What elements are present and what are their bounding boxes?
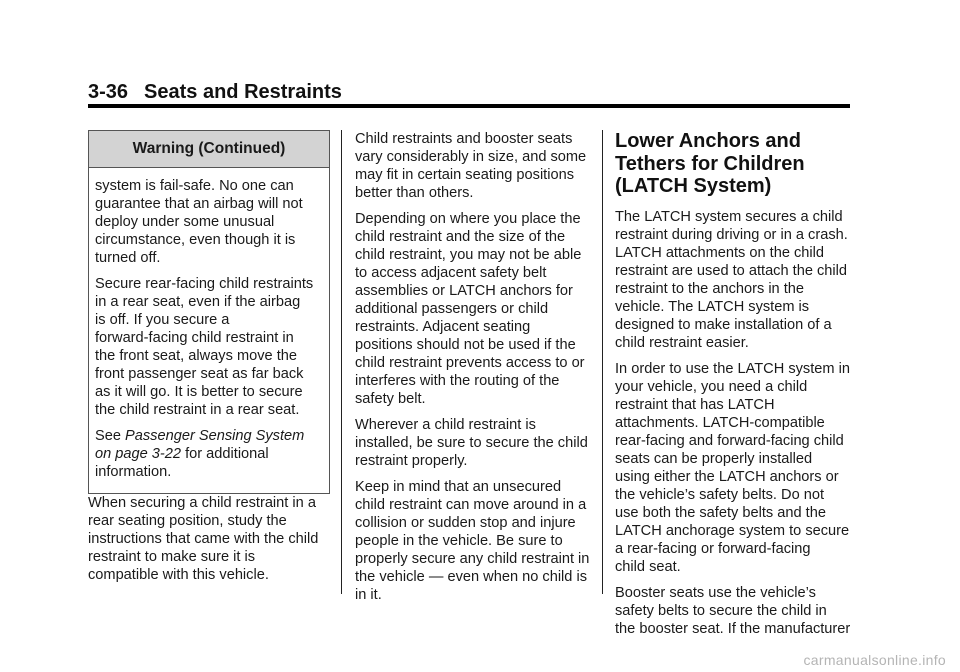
text-line: Child restraints and booster seats [355, 131, 573, 147]
column-divider [602, 130, 603, 594]
text-line: child restraint and the size of the [355, 229, 566, 245]
text-line: Wherever a child restraint is [355, 417, 536, 433]
column-3 [615, 130, 855, 646]
body-paragraph [355, 210, 590, 408]
text-line: safety belt. [355, 391, 426, 407]
text-line: in a rear seat, even if the airbag [95, 294, 301, 310]
text-line: circumstance, even though it is [95, 232, 296, 248]
text-line: restraint properly. [355, 453, 468, 469]
text-line: use both the safety belts and the [615, 504, 826, 521]
text-line: assemblies or LATCH anchors for [355, 283, 573, 299]
text-line: people in the vehicle. Be sure to [355, 533, 563, 549]
text-line: a rear-facing or forward-facing [615, 540, 811, 557]
warning-paragraph [95, 427, 323, 481]
text-line: is off. If you secure a [95, 312, 230, 328]
text-line: in it. [355, 587, 382, 603]
text-line: child restraint prevents access to or [355, 355, 585, 371]
warning-body [89, 168, 329, 493]
watermark: carmanualsonline.info [803, 652, 946, 668]
text-line: additional passengers or child [355, 301, 549, 317]
text-line: child restraint can move around in a [355, 497, 587, 513]
text-line: forward-facing child restraint in [95, 330, 294, 346]
text-line: rear seating position, study the [88, 513, 287, 529]
body-paragraph [615, 360, 855, 576]
text-line: vehicle. The LATCH system is [615, 298, 810, 315]
text-line: the child restraint in a rear seat. [95, 402, 300, 418]
cross-reference-link[interactable]: on page 3-22 [95, 446, 182, 462]
text-line: guarantee that an airbag will not [95, 196, 303, 212]
text-line: When securing a child restraint in a [88, 495, 316, 511]
text-line: information. [95, 464, 172, 480]
text-line: child restraint, you may not be able [355, 247, 582, 263]
text-line: Depending on where you place the [355, 211, 581, 227]
text-line: child seat. [615, 558, 681, 575]
heading-line: Tethers for Children [615, 152, 805, 175]
text-line: Booster seats use the vehicle’s [615, 584, 816, 601]
body-paragraph [615, 584, 855, 638]
body-paragraph [355, 130, 590, 202]
text-line: restraint during driving or in a crash. [615, 226, 848, 243]
warning-box [88, 130, 330, 494]
text-line: designed to make installation of a [615, 316, 832, 333]
text-line: positions should not be used if the [355, 337, 576, 353]
text-line: the vehicle — even when no child is [355, 569, 588, 585]
body-paragraph [615, 208, 855, 352]
text-line: using either the LATCH anchors or [615, 468, 839, 485]
text-line: child restraint easier. [615, 334, 749, 351]
text-line: restraint are used to attach the child [615, 262, 848, 279]
text-line: Keep in mind that an unsecured [355, 479, 562, 495]
text-line: compatible with this vehicle. [88, 567, 269, 583]
section-heading [615, 130, 855, 198]
cross-reference-link[interactable]: Passenger Sensing System [125, 428, 305, 444]
body-paragraph [355, 416, 590, 470]
text-line: The LATCH system secures a child [615, 208, 843, 225]
text-line: as it will go. It is better to secure [95, 384, 303, 400]
see-text: See [95, 428, 126, 444]
text-line: Secure rear-facing child restraints [95, 276, 314, 292]
section-title: Seats and Restraints [144, 81, 342, 103]
body-paragraph [88, 494, 330, 584]
page-number: 3-36 [88, 81, 129, 103]
text-line: restraint to the anchors in the [615, 280, 805, 297]
text-line: instructions that came with the child [88, 531, 319, 547]
heading-line: (LATCH System) [615, 175, 772, 197]
text-line: front passenger seat as far back [95, 366, 304, 382]
page-header [88, 81, 342, 104]
text-line: may fit in certain seating positions [355, 167, 575, 183]
text-line: LATCH attachments on the child [615, 244, 825, 261]
heading-line: Lower Anchors and [615, 130, 801, 152]
text-line: turned off. [95, 250, 161, 266]
text-line: vary considerably in size, and some [355, 149, 587, 165]
text-line: restraint that has LATCH [615, 396, 775, 413]
text-line: deploy under some unusual [95, 214, 275, 230]
text-line: the front seat, always move the [95, 348, 297, 364]
text-line: the booster seat. If the manufacturer [615, 620, 851, 637]
text-line: properly secure any child restraint in [355, 551, 590, 567]
text-line: the vehicle’s safety belts. Do not [615, 486, 825, 503]
warning-title: Warning (Continued) [89, 131, 329, 168]
text-span: for additional [181, 446, 269, 462]
text-line: restraints. Adjacent seating [355, 319, 531, 335]
text-line: better than others. [355, 185, 474, 201]
text-line: seats can be properly installed [615, 450, 813, 467]
column-2 [355, 130, 590, 612]
column-1 [88, 130, 330, 592]
text-line: rear-facing and forward-facing child [615, 432, 844, 449]
text-line: attachments. LATCH-compatible [615, 414, 825, 431]
text-line [95, 445, 323, 463]
text-line: restraint to make sure it is [88, 549, 256, 565]
column-divider [341, 130, 342, 594]
warning-paragraph [95, 275, 323, 419]
text-line: safety belts to secure the child in [615, 602, 827, 619]
text-line [95, 427, 323, 445]
text-line: LATCH anchorage system to secure [615, 522, 850, 539]
text-line: interferes with the routing of the [355, 373, 560, 389]
text-line: system is fail-safe. No one can [95, 178, 294, 194]
warning-paragraph [95, 177, 323, 267]
text-line: your vehicle, you need a child [615, 378, 808, 395]
text-line: In order to use the LATCH system in [615, 360, 850, 377]
text-line: installed, be sure to secure the child [355, 435, 588, 451]
text-line: to access adjacent safety belt [355, 265, 547, 281]
text-line: collision or sudden stop and injure [355, 515, 576, 531]
header-rule [88, 104, 850, 108]
body-paragraph [355, 478, 590, 604]
